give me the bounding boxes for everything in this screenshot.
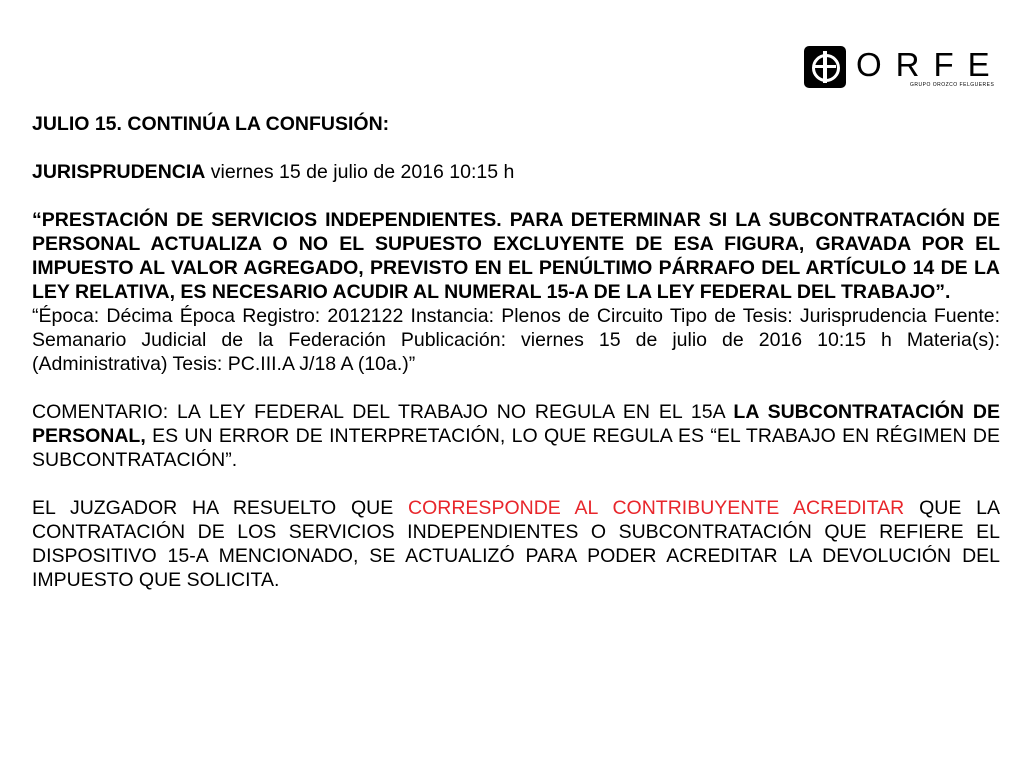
- orfe-emblem-icon: [804, 46, 846, 88]
- comment-bold-text: LA SUBCONTRATACIÓN DE PERSONAL,: [32, 401, 1000, 447]
- comment-text-end: ES UN ERROR DE INTERPRETACIÓN, LO QUE REGULA ES “EL TRABAJO EN RÉGIMEN DE SUBCONTRATACIÓN”.: [32, 425, 1000, 471]
- jurisprudencia-line: [32, 160, 1000, 184]
- page-heading: JULIO 15. CONTINÚA LA CONFUSIÓN:: [32, 113, 390, 135]
- logo-tagline: GRUPO OROZCO FELGUERES: [910, 82, 995, 88]
- jurisprudencia-label: JURISPRUDENCIA: [32, 161, 206, 183]
- logo-wordmark: ORFE: [856, 46, 1004, 83]
- ruling-text-end: QUE LA CONTRATACIÓN DE LOS SERVICIOS INDEPENDIENTES O SUBCONTRATACIÓN QUE REFIERE EL DISPOSITIVO 15-A MENCIONADO, SE ACTUALIZÓ PARA PODER ACREDITAR LA DEVOLUCIÓN DEL IMPUESTO QUE SOLICITA.: [32, 497, 1001, 591]
- document-body: [32, 112, 1000, 592]
- orfe-logo: [804, 46, 1004, 92]
- ruling-highlight-text: CORRESPONDE AL CONTRIBUYENTE ACREDITAR: [408, 497, 905, 519]
- ruling-text-start: EL JUZGADOR HA RESUELTO QUE: [32, 497, 409, 519]
- comment-text-start: COMENTARIO: LA LEY FEDERAL DEL TRABAJO NO REGULA EN EL 15A: [32, 401, 734, 423]
- comment-paragraph: [32, 400, 1000, 472]
- thesis-title: “PRESTACIÓN DE SERVICIOS INDEPENDIENTES. PARA DETERMINAR SI LA SUBCONTRATACIÓN DE PERSONAL ACTUALIZA O NO EL SUPUESTO EXCLUYENTE DE ESA FIGURA, GRAVADA POR EL IMPUESTO AL VALOR AGREGADO, PREVISTO EN EL PENÚLTIMO PÁRRAFO DEL ARTÍCULO 14 DE LA LEY RELATIVA, ES NECESARIO ACUDIR AL NUMERAL 15-A DE LA LEY FEDERAL DEL TRABAJO”.: [32, 209, 1000, 303]
- thesis-details: “Época: Décima Época Registro: 2012122 Instancia: Plenos de Circuito Tipo de Tesis: Jurisprudencia Fuente: Semanario Judicial de la Federación Publicación: viernes 15 de julio de 2016 10:15 h Materia(s): (Administrativa) Tesis: PC.III.A J/18 A (10a.)”: [32, 305, 1000, 375]
- ruling-paragraph: [32, 496, 1000, 592]
- jurisprudencia-date: viernes 15 de julio de 2016 10:15 h: [205, 161, 515, 183]
